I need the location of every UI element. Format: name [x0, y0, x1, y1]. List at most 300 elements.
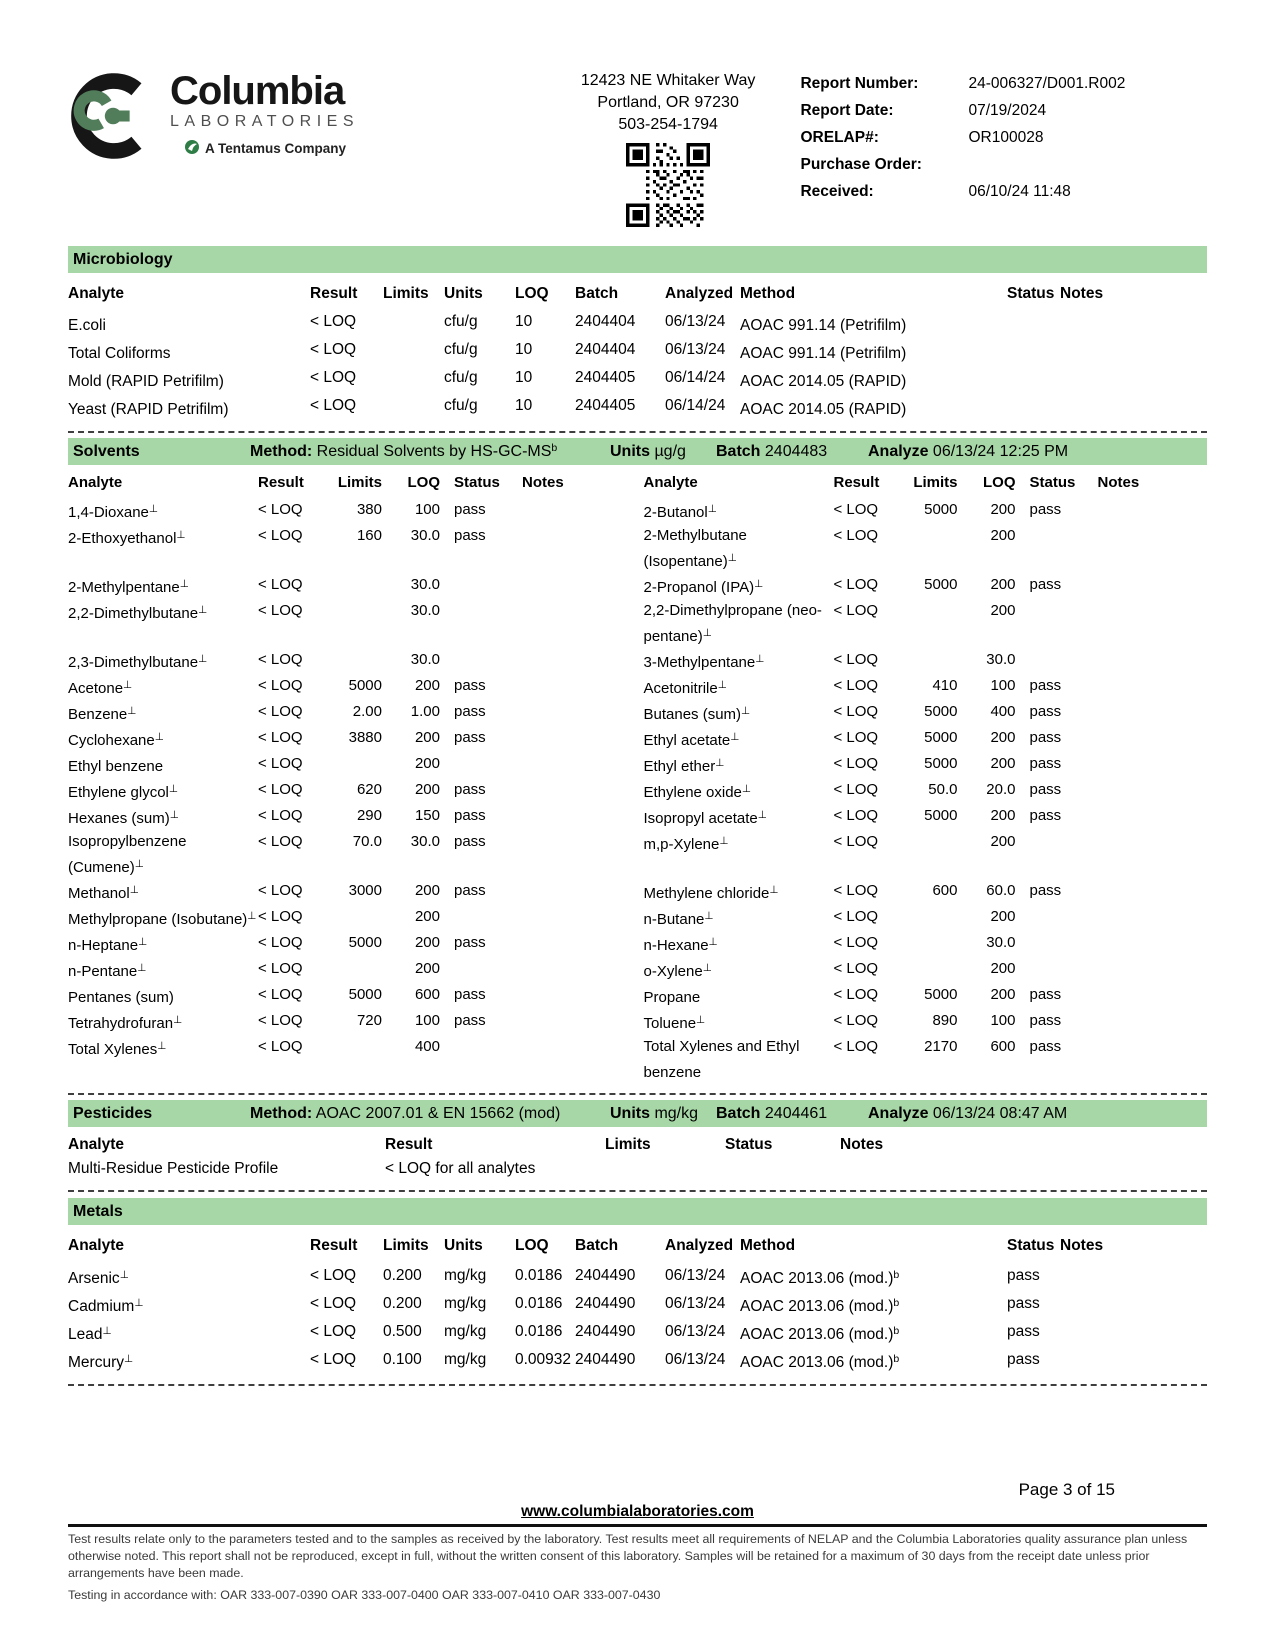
meta-value: 24-006327/D001.R002: [968, 75, 1126, 92]
col-header: Analyte: [68, 285, 124, 302]
loq-cell: 10: [515, 369, 533, 386]
result-cell: < LOQ: [310, 313, 357, 330]
col-header: Result: [258, 474, 304, 491]
notes-cell: [1086, 1009, 1208, 1035]
table-row-pair: [68, 648, 1207, 674]
status-cell: pass: [454, 729, 486, 746]
result-cell: < LOQ: [310, 1295, 357, 1312]
limits-cell: [906, 905, 958, 931]
footer-rule: [68, 1524, 1207, 1527]
limits-cell: 2170: [924, 1038, 958, 1055]
loq-cell: 30.0: [410, 833, 440, 850]
table-row: [68, 366, 1207, 394]
loq-cell: 200: [414, 755, 440, 772]
limits-cell: [383, 366, 444, 394]
notes-cell: [1086, 599, 1208, 648]
status-cell: pass: [1029, 501, 1062, 518]
analyte-cell: Arsenic⊥: [68, 1269, 129, 1287]
table-row: [644, 599, 1208, 648]
result-cell: < LOQ: [258, 1012, 303, 1029]
table-row: [644, 752, 1208, 778]
loq-cell: 200: [990, 729, 1016, 746]
section-method: Method: Residual Solvents by $HS-GC-MS^b$: [250, 442, 558, 460]
loq-cell: 10: [515, 341, 533, 358]
notes-cell: [1060, 394, 1207, 422]
col-header: Analyte: [68, 1136, 124, 1153]
notes-cell: [510, 599, 632, 648]
section-title: Pesticides: [73, 1104, 153, 1122]
loq-cell: 30.0: [986, 934, 1016, 951]
status-cell: pass: [1029, 1012, 1062, 1029]
loq-cell: 200: [990, 602, 1016, 619]
limits-cell: 0.200: [383, 1295, 422, 1312]
units-cell: mg/kg: [444, 1267, 487, 1284]
result-cell: < LOQ: [258, 882, 303, 899]
section-analyze: Analyze 06/13/24 08:47 AM: [868, 1104, 1068, 1122]
address-line: 503-254-1794: [618, 116, 718, 133]
meta-row: [800, 70, 1207, 97]
meta-row: [800, 97, 1207, 124]
solvents-column-headers: [68, 471, 1207, 494]
meta-value: [968, 151, 1207, 178]
notes-cell: [1086, 1035, 1208, 1084]
col-header: Notes: [840, 1136, 884, 1153]
table-row: [68, 1157, 1207, 1181]
analyte-cell: Isopropyl acetate⊥: [643, 809, 767, 827]
col-header: Result: [310, 1237, 358, 1254]
batch-cell: 2404404: [575, 313, 636, 330]
microbiology-column-headers: [68, 282, 1207, 306]
result-cell: < LOQ: [258, 934, 303, 951]
result-cell: < LOQ: [258, 703, 303, 720]
loq-cell: 1.00: [410, 703, 440, 720]
col-header: Result: [385, 1136, 433, 1153]
analyte-cell: 2-Butanol⊥: [643, 503, 717, 521]
loq-cell: 60.0: [986, 882, 1016, 899]
loq-cell: 30.0: [410, 602, 440, 619]
status-cell: [440, 648, 510, 674]
table-row-pair: [68, 524, 1207, 573]
batch-cell: 2404405: [575, 397, 636, 414]
analyte-cell: 2,3-Dimethylbutane⊥: [68, 653, 208, 671]
loq-cell: 200: [990, 986, 1016, 1003]
microbiology-section: [68, 246, 1207, 433]
notes-cell: [1060, 1347, 1207, 1375]
table-row: [644, 573, 1208, 599]
analyte-cell: 2-Propanol (IPA)⊥: [643, 578, 764, 596]
result-cell: < LOQ: [258, 677, 303, 694]
solvents-table: [68, 498, 1207, 1084]
limits-cell: [330, 905, 382, 931]
method-cell: AOAC 2013.06 $(mod.)^b$: [740, 1325, 900, 1343]
col-header: Limits: [383, 285, 429, 302]
table-row: [644, 700, 1208, 726]
limits-cell: [906, 648, 958, 674]
notes-cell: [510, 648, 632, 674]
table-row: [644, 778, 1208, 804]
table-row: [644, 674, 1208, 700]
table-row-pair: [68, 674, 1207, 700]
limits-cell: [330, 957, 382, 983]
analyzed-cell: 06/13/24: [665, 1323, 726, 1340]
limits-cell: 160: [356, 527, 382, 544]
method-cell: AOAC 2013.06 $(mod.)^b$: [740, 1297, 900, 1315]
col-header: Units: [444, 1237, 483, 1254]
result-cell: < LOQ: [833, 651, 879, 668]
notes-cell: [1086, 700, 1208, 726]
table-row: [68, 1009, 632, 1035]
limits-cell: [330, 648, 382, 674]
table-row: [68, 648, 632, 674]
section-units: Units mg/kg: [610, 1104, 699, 1122]
notes-cell: [1086, 804, 1208, 830]
table-row-pair: [68, 752, 1207, 778]
loq-cell: 150: [414, 807, 440, 824]
status-cell: pass: [1029, 703, 1062, 720]
table-row: [644, 905, 1208, 931]
notes-cell: [1086, 573, 1208, 599]
table-row: [68, 879, 632, 905]
result-cell: < LOQ: [258, 807, 303, 824]
table-row-pair: [68, 931, 1207, 957]
limits-cell: 290: [356, 807, 382, 824]
result-cell: < LOQ: [833, 882, 879, 899]
loq-cell: 200: [414, 882, 440, 899]
analyte-cell: Yeast (RAPID Petrifilm): [68, 401, 229, 418]
col-header: Units: [444, 285, 483, 302]
status-cell: [440, 752, 510, 778]
result-cell: < LOQ: [833, 677, 879, 694]
status-cell: pass: [1029, 729, 1062, 746]
method-cell: AOAC 991.14 (Petrifilm): [740, 317, 907, 334]
table-row: [644, 983, 1208, 1009]
analyte-cell: Acetone⊥: [68, 679, 133, 697]
col-header: Analyzed: [665, 285, 734, 302]
status-cell: [1007, 338, 1060, 366]
notes-cell: [1086, 879, 1208, 905]
result-cell: < LOQ: [258, 1038, 303, 1055]
col-header: Analyte: [68, 1237, 124, 1254]
result-cell: < LOQ: [833, 908, 879, 925]
table-row: [68, 338, 1207, 366]
loq-cell: 10: [515, 313, 533, 330]
analyzed-cell: 06/13/24: [665, 313, 726, 330]
notes-cell: [1060, 310, 1207, 338]
section-divider: [68, 1190, 1207, 1192]
notes-cell: [510, 700, 632, 726]
status-cell: pass: [1029, 576, 1062, 593]
result-cell: < LOQ: [258, 651, 303, 668]
tentamus-leaf-icon: [184, 139, 205, 158]
result-cell: < LOQ: [310, 1351, 357, 1368]
analyte-cell: 2,2-Dimethylpropane (neo-pentane)⊥: [643, 602, 822, 645]
result-cell: < LOQ: [258, 729, 303, 746]
status-cell: [1007, 394, 1060, 422]
col-header: Result: [310, 285, 358, 302]
analyte-cell: Toluene⊥: [643, 1014, 706, 1032]
result-cell: < LOQ: [833, 527, 879, 544]
result-cell: < LOQ: [258, 501, 303, 518]
status-cell: pass: [1029, 986, 1062, 1003]
pesticides-section: [68, 1100, 1207, 1192]
limits-cell: [330, 599, 382, 648]
status-cell: [1016, 957, 1086, 983]
table-row: [644, 524, 1208, 573]
result-cell: < LOQ: [833, 1038, 879, 1055]
analyte-cell: 2-Ethoxyethanol⊥: [68, 529, 186, 547]
limits-cell: 380: [356, 501, 382, 518]
limits-cell: [906, 957, 958, 983]
status-cell: pass: [454, 677, 486, 694]
notes-cell: [1086, 830, 1208, 879]
result-cell: < LOQ: [258, 527, 303, 544]
batch-cell: 2404490: [575, 1267, 636, 1284]
section-analyze: Analyze 06/13/24 12:25 PM: [868, 442, 1069, 460]
batch-cell: 2404490: [575, 1323, 636, 1340]
col-header: Analyzed: [665, 1237, 734, 1254]
status-cell: pass: [1029, 677, 1062, 694]
table-row: [68, 1347, 1207, 1375]
analyte-cell: Mold (RAPID Petrifilm): [68, 373, 224, 390]
analyzed-cell: 06/14/24: [665, 369, 726, 386]
brand-subtitle: LABORATORIES: [170, 113, 359, 130]
table-row-pair: [68, 778, 1207, 804]
notes-cell: [1060, 338, 1207, 366]
result-cell: < LOQ: [833, 960, 879, 977]
col-header: Status: [454, 474, 500, 491]
page-number: Page 3 of 15: [1018, 1480, 1115, 1499]
analyte-cell: 2-Methylpentane⊥: [68, 578, 189, 596]
analyte-cell: Methylpropane (Isobutane)⊥: [68, 910, 257, 928]
col-header: Status: [1007, 285, 1055, 302]
status-cell: pass: [454, 781, 486, 798]
table-row: [68, 830, 632, 879]
col-header: Limits: [383, 1237, 429, 1254]
section-title: Solvents: [73, 442, 140, 460]
result-cell: < LOQ: [833, 501, 879, 518]
meta-row: [800, 124, 1207, 151]
loq-cell: 30.0: [410, 576, 440, 593]
table-row: [68, 310, 1207, 338]
loq-cell: 100: [414, 1012, 440, 1029]
col-header: Status: [1029, 474, 1076, 491]
table-row: [644, 931, 1208, 957]
limits-cell: 720: [356, 1012, 382, 1029]
result-cell: < LOQ: [833, 934, 879, 951]
result-cell: < LOQ: [833, 986, 879, 1003]
limits-cell: 5000: [924, 576, 958, 593]
table-row: [68, 498, 632, 524]
status-cell: pass: [454, 1012, 486, 1029]
analyte-cell: n-Heptane⊥: [68, 936, 148, 954]
loq-cell: 30.0: [410, 527, 440, 544]
analyte-cell: Ethyl ether⊥: [643, 757, 725, 775]
website-link[interactable]: www.columbialaboratories.com: [521, 1503, 754, 1520]
section-title: Metals: [73, 1202, 123, 1220]
loq-cell: 400: [990, 703, 1016, 720]
result-cell: < LOQ: [833, 781, 879, 798]
limits-cell: 5000: [348, 677, 382, 694]
loq-cell: 200: [990, 501, 1016, 518]
result-cell: < LOQ: [310, 397, 357, 414]
table-row: [68, 931, 632, 957]
table-row: [644, 830, 1208, 879]
loq-cell: 30.0: [986, 651, 1016, 668]
notes-cell: [1060, 366, 1207, 394]
analyte-cell: Ethylene oxide⊥: [643, 783, 752, 801]
status-cell: pass: [1029, 882, 1062, 899]
col-header: LOQ: [407, 474, 440, 491]
limits-cell: 50.0: [928, 781, 958, 798]
meta-label: ORELAP#:: [800, 129, 879, 146]
table-row-pair: [68, 700, 1207, 726]
notes-cell: [1086, 648, 1208, 674]
section-divider: [68, 1093, 1207, 1095]
limits-cell: 5000: [924, 755, 958, 772]
limits-cell: 620: [356, 781, 382, 798]
meta-value: 06/10/24 11:48: [968, 183, 1071, 200]
loq-cell: 20.0: [986, 781, 1016, 798]
loq-cell: 10: [515, 397, 533, 414]
loq-cell: 600: [414, 986, 440, 1003]
result-cell: < LOQ: [833, 729, 879, 746]
col-header: Notes: [522, 474, 564, 491]
analyzed-cell: 06/13/24: [665, 1295, 726, 1312]
table-row: [68, 674, 632, 700]
notes-cell: [1060, 1263, 1207, 1291]
microbiology-section-bar: [68, 246, 1207, 273]
brand-name: Columbia: [170, 69, 345, 113]
result-cell: < LOQ: [258, 960, 303, 977]
table-row-pair: [68, 957, 1207, 983]
loq-cell: 200: [990, 807, 1016, 824]
table-row-pair: [68, 1035, 1207, 1084]
table-row: [68, 599, 632, 648]
table-row: [68, 700, 632, 726]
analyte-cell: n-Pentane⊥: [68, 962, 147, 980]
analyzed-cell: 06/13/24: [665, 1267, 726, 1284]
analyte-cell: m,p-Xylene⊥: [643, 835, 729, 853]
analyzed-cell: 06/14/24: [665, 397, 726, 414]
notes-cell: [510, 752, 632, 778]
limits-cell: [383, 310, 444, 338]
notes-cell: [510, 1035, 632, 1084]
limits-cell: 5000: [348, 934, 382, 951]
notes-cell: [510, 983, 632, 1009]
limits-cell: [906, 931, 958, 957]
analyte-cell: Lead⊥: [68, 1325, 112, 1343]
analyte-cell: Total Coliforms: [68, 345, 171, 362]
limits-cell: [906, 830, 958, 879]
analyzed-cell: 06/13/24: [665, 1351, 726, 1368]
report-header: [68, 70, 1207, 234]
status-cell: [1016, 648, 1086, 674]
table-row: [644, 498, 1208, 524]
metals-section-bar: [68, 1198, 1207, 1225]
limits-cell: 890: [932, 1012, 958, 1029]
section-method: Method: AOAC 2007.01 & EN 15662 (mod): [250, 1104, 561, 1122]
meta-row: [800, 178, 1207, 205]
result-cell: < LOQ: [833, 576, 879, 593]
loq-cell: 200: [990, 908, 1016, 925]
table-row: [68, 983, 632, 1009]
section-batch: Batch 2404461: [716, 1104, 828, 1122]
limits-cell: 0.200: [383, 1267, 422, 1284]
col-header: Batch: [575, 285, 619, 302]
limits-cell: 5000: [348, 986, 382, 1003]
notes-cell: [1086, 726, 1208, 752]
loq-cell: 200: [414, 960, 440, 977]
loq-cell: 100: [990, 677, 1016, 694]
notes-cell: [510, 879, 632, 905]
col-header: Limits: [337, 474, 382, 491]
notes-cell: [1060, 1319, 1207, 1347]
table-row: [68, 1319, 1207, 1347]
col-header: Notes: [1060, 285, 1104, 302]
units-cell: cfu/g: [444, 313, 478, 330]
pesticides-section-bar: [68, 1100, 1207, 1127]
analyte-cell: Pentanes (sum): [68, 989, 174, 1006]
loq-cell: 200: [990, 576, 1016, 593]
limits-cell: [330, 752, 382, 778]
status-cell: pass: [454, 807, 486, 824]
limits-cell: 5000: [924, 703, 958, 720]
notes-cell: [510, 573, 632, 599]
limits-cell: 410: [932, 677, 958, 694]
status-cell: [440, 957, 510, 983]
pesticides-table: [68, 1157, 1207, 1181]
analyte-cell: Total Xylenes⊥: [68, 1040, 167, 1058]
status-cell: pass: [1029, 755, 1062, 772]
table-row: [644, 648, 1208, 674]
notes-cell: [510, 830, 632, 879]
status-cell: pass: [1007, 1323, 1040, 1340]
notes-cell: [1086, 674, 1208, 700]
loq-cell: 100: [414, 501, 440, 518]
notes-cell: [1086, 905, 1208, 931]
result-cell: < LOQ: [258, 833, 303, 850]
units-cell: mg/kg: [444, 1323, 487, 1340]
method-cell: AOAC 2014.05 (RAPID): [740, 401, 907, 418]
notes-cell: [1086, 524, 1208, 573]
status-cell: [440, 599, 510, 648]
limits-cell: 5000: [924, 807, 958, 824]
table-row-pair: [68, 804, 1207, 830]
table-row: [68, 1035, 632, 1084]
limits-cell: 5000: [924, 986, 958, 1003]
notes-cell: [510, 726, 632, 752]
section-batch: Batch 2404483: [716, 442, 828, 460]
status-cell: [440, 573, 510, 599]
loq-cell: 200: [414, 677, 440, 694]
analyte-cell: Propane: [643, 989, 701, 1006]
table-row: [68, 905, 632, 931]
report-footer: [68, 1480, 1207, 1604]
meta-label: Purchase Order:: [800, 156, 922, 173]
result-cell: < LOQ: [833, 1012, 879, 1029]
status-cell: [1016, 830, 1086, 879]
table-row-pair: [68, 830, 1207, 879]
loq-cell: 200: [990, 833, 1016, 850]
limits-cell: [605, 1157, 725, 1181]
status-cell: pass: [454, 986, 486, 1003]
method-cell: AOAC 991.14 (Petrifilm): [740, 345, 907, 362]
limits-cell: [330, 573, 382, 599]
table-row-pair: [68, 498, 1207, 524]
status-cell: pass: [454, 882, 486, 899]
table-row-pair: [68, 1009, 1207, 1035]
batch-cell: 2404490: [575, 1295, 636, 1312]
